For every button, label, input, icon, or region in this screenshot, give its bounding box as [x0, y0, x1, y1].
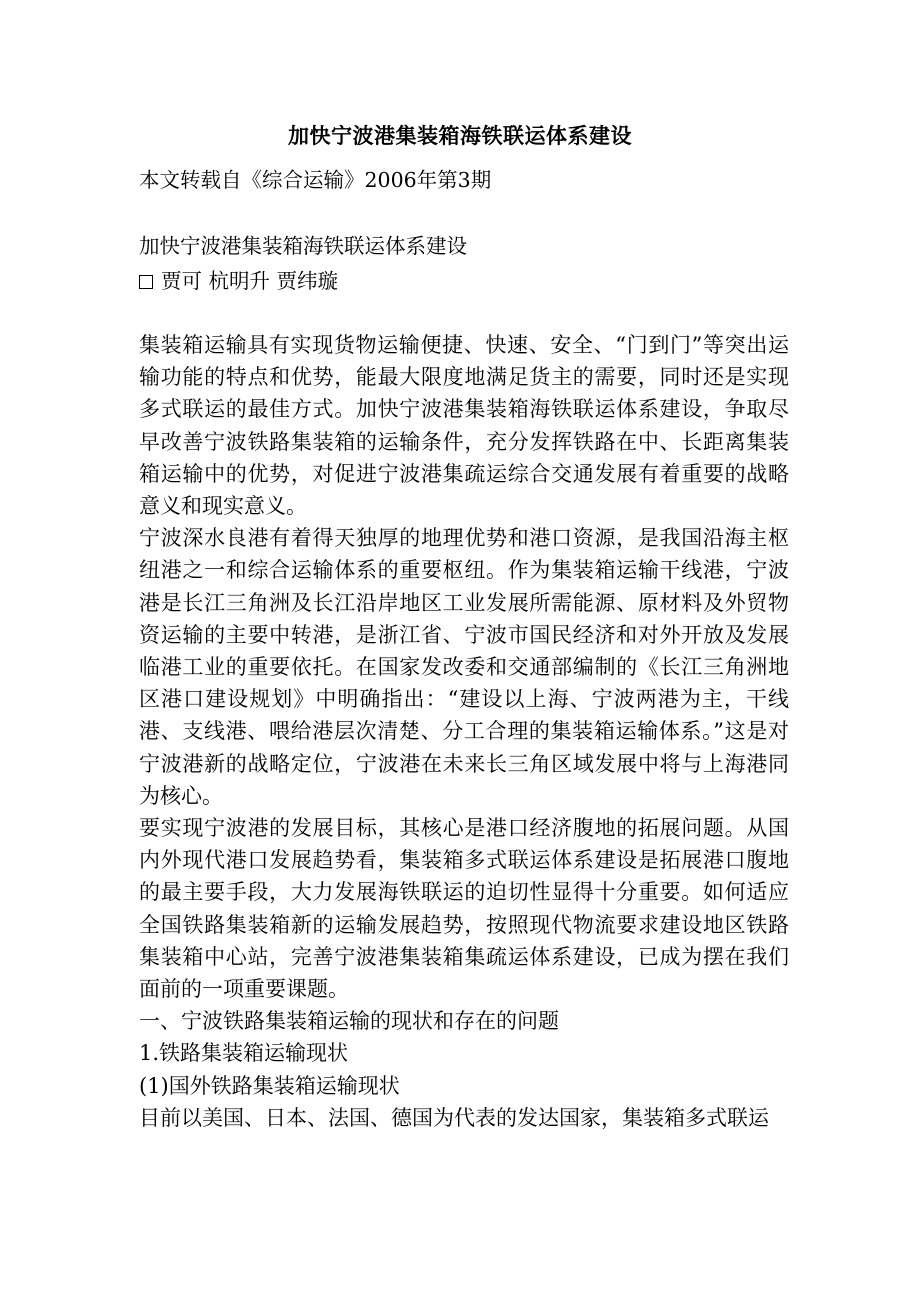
subsubsection-heading: (1)国外铁路集装箱运输现状 [139, 1073, 400, 1098]
authors: 贾可 杭明升 贾纬璇 [161, 269, 339, 293]
paragraph: 集装箱运输具有实现货物运输便捷、快速、安全、“门到门”等突出运输功能的特点和优势，能最大限度地满足货主的需要，同时还是实现多式联运的最佳方式。加快宁波港集装箱海铁联运体系建设，争取尽早改善宁波铁路集装箱的运输条件，充分发挥铁路在中、长距离集装箱运输中的优势，对促进宁波港集疏运综合交通发展有着重要的战略意义和现实意义。 [139, 333, 789, 519]
paragraph: 要实现宁波港的发展目标，其核心是港口经济腹地的拓展问题。从国内外现代港口发展趋势看，集装箱多式联运体系建设是拓展港口腹地的最主要手段，大力发展海铁联运的迫切性显得十分重要。如何适应全国铁路集装箱新的运输发展趋势，按照现代物流要求建设地区铁路集装箱中心站，完善宁波港集装箱集疏运体系建设，已成为摆在我们面前的一项重要课题。 [139, 816, 789, 1002]
document-title: 加快宁波港集装箱海铁联运体系建设 [288, 123, 632, 148]
article-subtitle: 加快宁波港集装箱海铁联运体系建设 [139, 234, 467, 258]
source-line: 本文转载自《综合运输》2006年第3期 [139, 168, 492, 192]
article-body [139, 329, 789, 1134]
square-icon [139, 275, 153, 289]
paragraph: 目前以美国、日本、法国、德国为代表的发达国家，集装箱多式联运 [139, 1105, 769, 1130]
paragraph: 宁波深水良港有着得天独厚的地理优势和港口资源，是我国沿海主枢纽港之一和综合运输体系的重要枢纽。作为集装箱运输干线港，宁波港是长江三角洲及长江沿岸地区工业发展所需能源、原材料及外贸物资运输的主要中转港，是浙江省、宁波市国民经济和对外开放及发展临港工业的重要依托。在国家发改委和交通部编制的《长江三角洲地区港口建设规划》中明确指出：“建设以上海、宁波两港为主，干线港、支线港、喂给港层次清楚、分工合理的集装箱运输体系。”这是对宁波港新的战略定位，宁波港在未来长三角区域发展中将与上海港同为核心。 [139, 526, 789, 808]
author-line [139, 271, 338, 292]
subsection-heading: 1.铁路集装箱运输现状 [139, 1041, 349, 1066]
section-heading: 一、宁波铁路集装箱运输的现状和存在的问题 [139, 1009, 559, 1034]
